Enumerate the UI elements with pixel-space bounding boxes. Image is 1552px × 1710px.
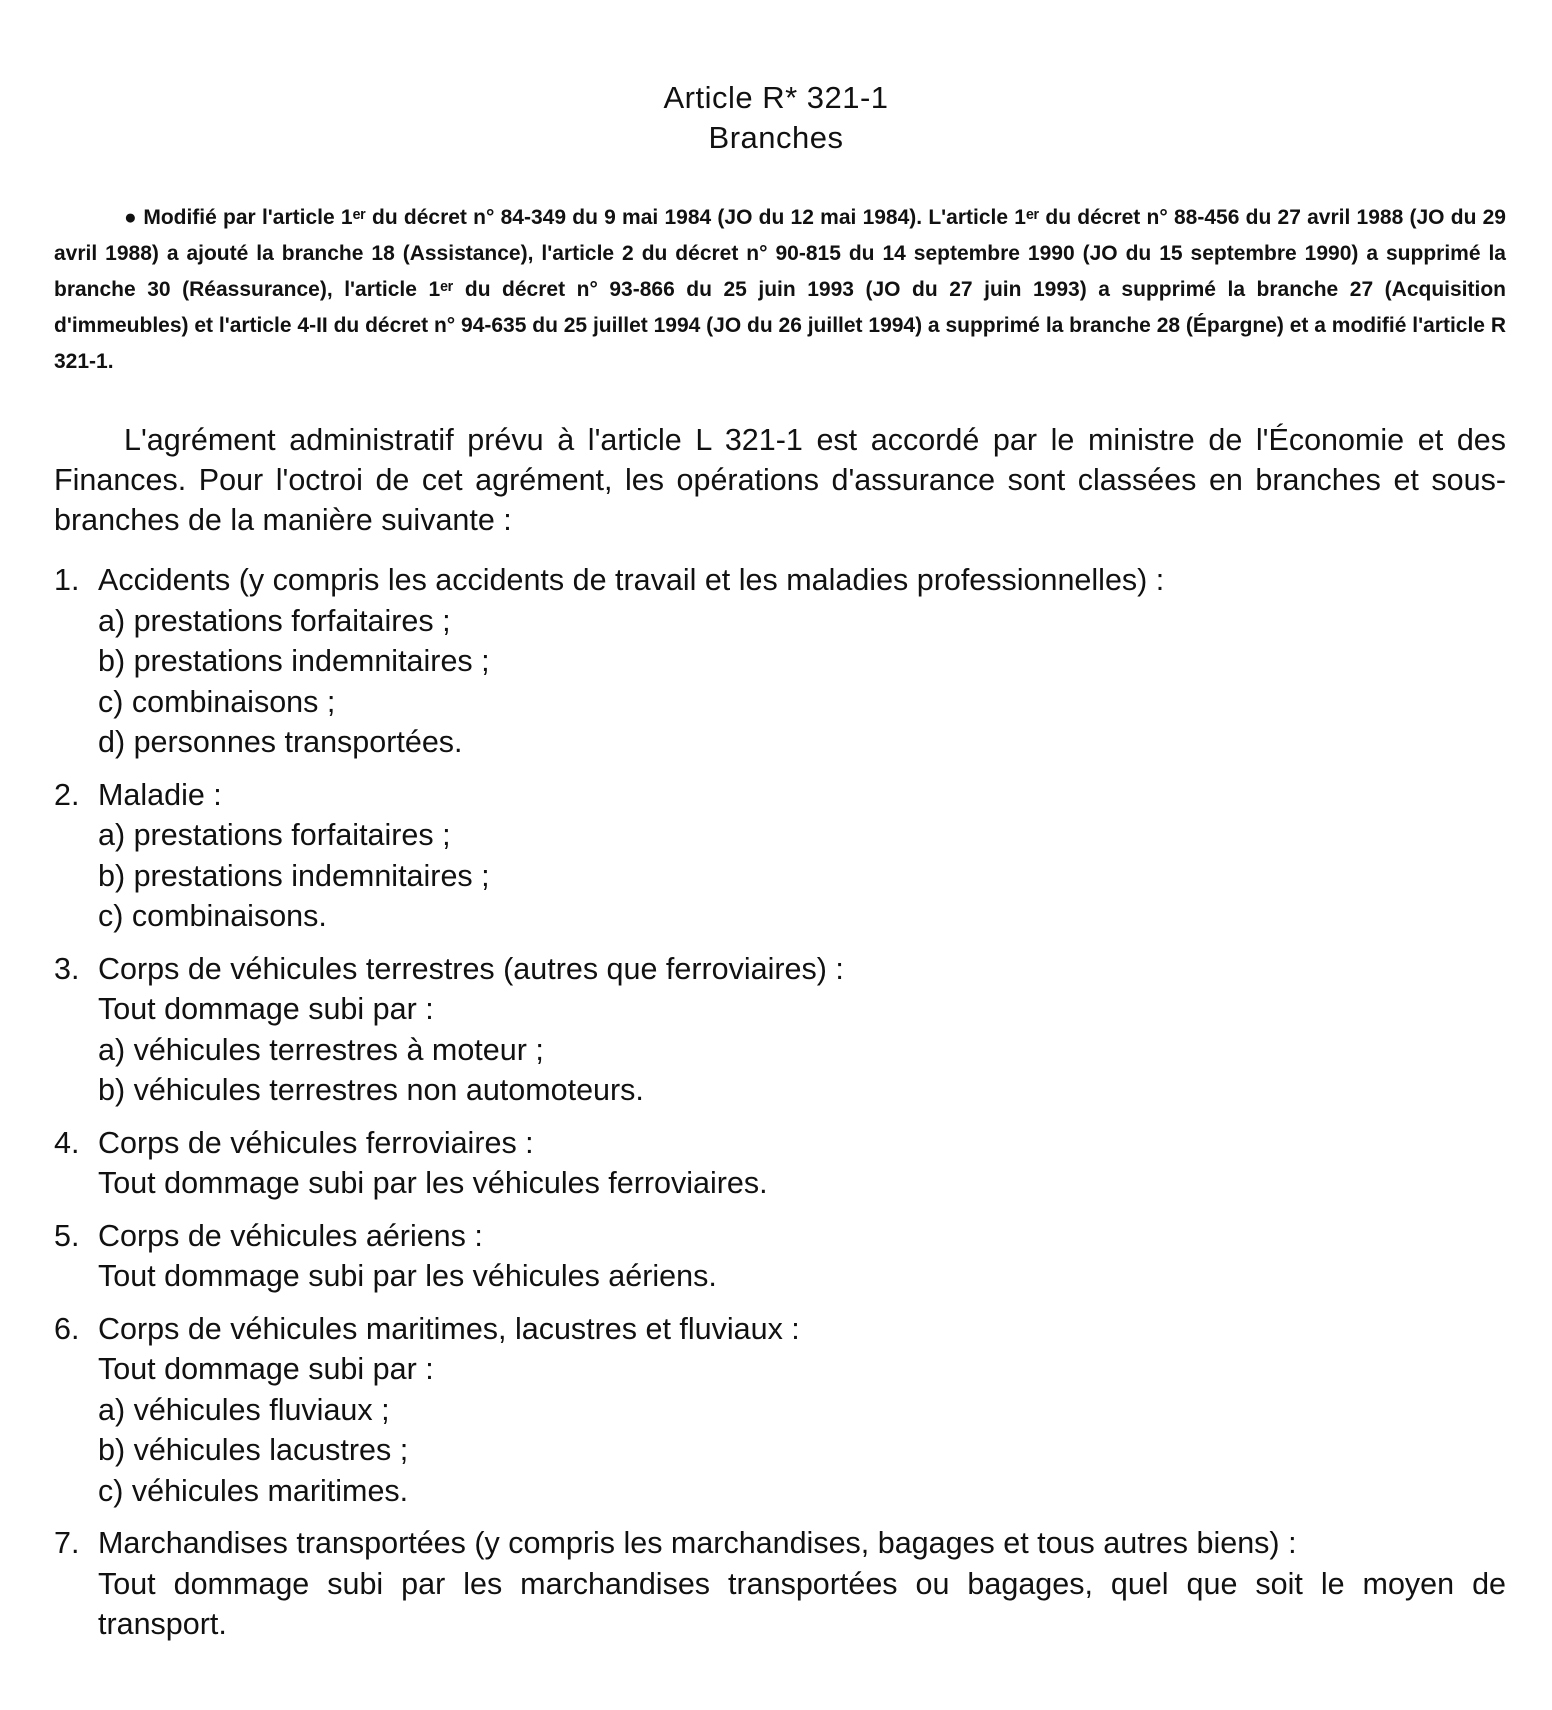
branch-title: Corps de véhicules aériens : bbox=[98, 1218, 483, 1253]
branch-description: Tout dommage subi par les véhicules aériens. bbox=[98, 1259, 717, 1293]
branch-description: Tout dommage subi par les marchandises transportées ou bagages, quel que soit le moyen de transport. bbox=[98, 1566, 1506, 1641]
branch-description: Tout dommage subi par : bbox=[98, 992, 434, 1026]
branch-item bbox=[54, 1216, 1506, 1297]
branch-title: Corps de véhicules ferroviaires : bbox=[98, 1125, 534, 1160]
sub-branch-item: b) prestations indemnitaires ; bbox=[98, 644, 490, 678]
article-title: Article R* 321-1 bbox=[663, 80, 889, 115]
branch-item bbox=[54, 560, 1506, 763]
branch-title: Marchandises transportées (y compris les marchandises, bagages et tous autres biens) : bbox=[98, 1526, 1297, 1560]
branch-item bbox=[54, 1523, 1506, 1645]
sub-branch-item: b) prestations indemnitaires ; bbox=[98, 858, 490, 893]
branch-number: 4. bbox=[54, 1125, 80, 1160]
article-subtitle: Branches bbox=[708, 120, 844, 155]
branch-number: 7. bbox=[54, 1526, 80, 1560]
branch-item bbox=[54, 1123, 1506, 1204]
branch-title: Maladie : bbox=[98, 777, 222, 812]
branch-number: 3. bbox=[54, 951, 80, 986]
sub-branch-item: a) prestations forfaitaires ; bbox=[98, 818, 451, 852]
sub-branch-item: a) véhicules fluviaux ; bbox=[98, 1392, 390, 1427]
branch-item bbox=[54, 949, 1506, 1111]
sub-branch-item: d) personnes transportées. bbox=[98, 725, 463, 759]
sub-branch-item: b) véhicules terrestres non automoteurs. bbox=[98, 1073, 644, 1107]
modification-note: ● Modifié par l'article 1ᵉʳ du décret n° 84-349 du 9 mai 1984 (JO du 12 mai 1984). L'article 1ᵉʳ du décret n° 88-456 du 27 avril 1988 (JO du 29 avril 1988) a ajouté la branche 18 (Assistance), l'article 2 du décret n° 90-815 du 14 septembre 1990 (JO du 15 septembre 1990) a supprimé la branche 30 (Réassurance), l'article 1ᵉʳ du décret n° 93-866 du 25 juin 1993 (JO du 27 juin 1993) a supprimé la branche 27 (Acquisition d'immeubles) et l'article 4-II du décret n° 94-635 du 25 juillet 1994 (JO du 26 juillet 1994) a supprimé la branche 28 (Épargne) et a modifié l'article R 321-1. bbox=[54, 206, 1506, 373]
branch-title: Corps de véhicules terrestres (autres que ferroviaires) : bbox=[98, 951, 844, 986]
sub-branch-item: b) véhicules lacustres ; bbox=[98, 1433, 409, 1467]
branch-list bbox=[54, 560, 1506, 1657]
article-heading bbox=[0, 78, 1552, 158]
branch-description: Tout dommage subi par les véhicules ferroviaires. bbox=[98, 1166, 768, 1200]
branch-number: 1. bbox=[54, 563, 80, 597]
sub-branch-item: a) véhicules terrestres à moteur ; bbox=[98, 1032, 544, 1067]
branch-number: 6. bbox=[54, 1311, 80, 1346]
branch-title: Corps de véhicules maritimes, lacustres et fluviaux : bbox=[98, 1311, 800, 1346]
branch-title: Accidents (y compris les accidents de travail et les maladies professionnelles) : bbox=[98, 563, 1165, 597]
branch-number: 2. bbox=[54, 777, 80, 812]
sub-branch-item: a) prestations forfaitaires ; bbox=[98, 603, 451, 638]
sub-branch-item: c) véhicules maritimes. bbox=[98, 1473, 409, 1508]
sub-branch-item: c) combinaisons ; bbox=[98, 684, 336, 719]
branch-description: Tout dommage subi par : bbox=[98, 1352, 434, 1386]
intro-paragraph: L'agrément administratif prévu à l'article L 321-1 est accordé par le ministre de l'Économie et des Finances. Pour l'octroi de cet agrément, les opérations d'assurance sont classées en branches et sous-branches de la manière suivante : bbox=[54, 423, 1506, 537]
branch-item bbox=[54, 1309, 1506, 1512]
branch-item bbox=[54, 775, 1506, 937]
sub-branch-item: c) combinaisons. bbox=[98, 899, 327, 933]
branch-number: 5. bbox=[54, 1218, 80, 1253]
